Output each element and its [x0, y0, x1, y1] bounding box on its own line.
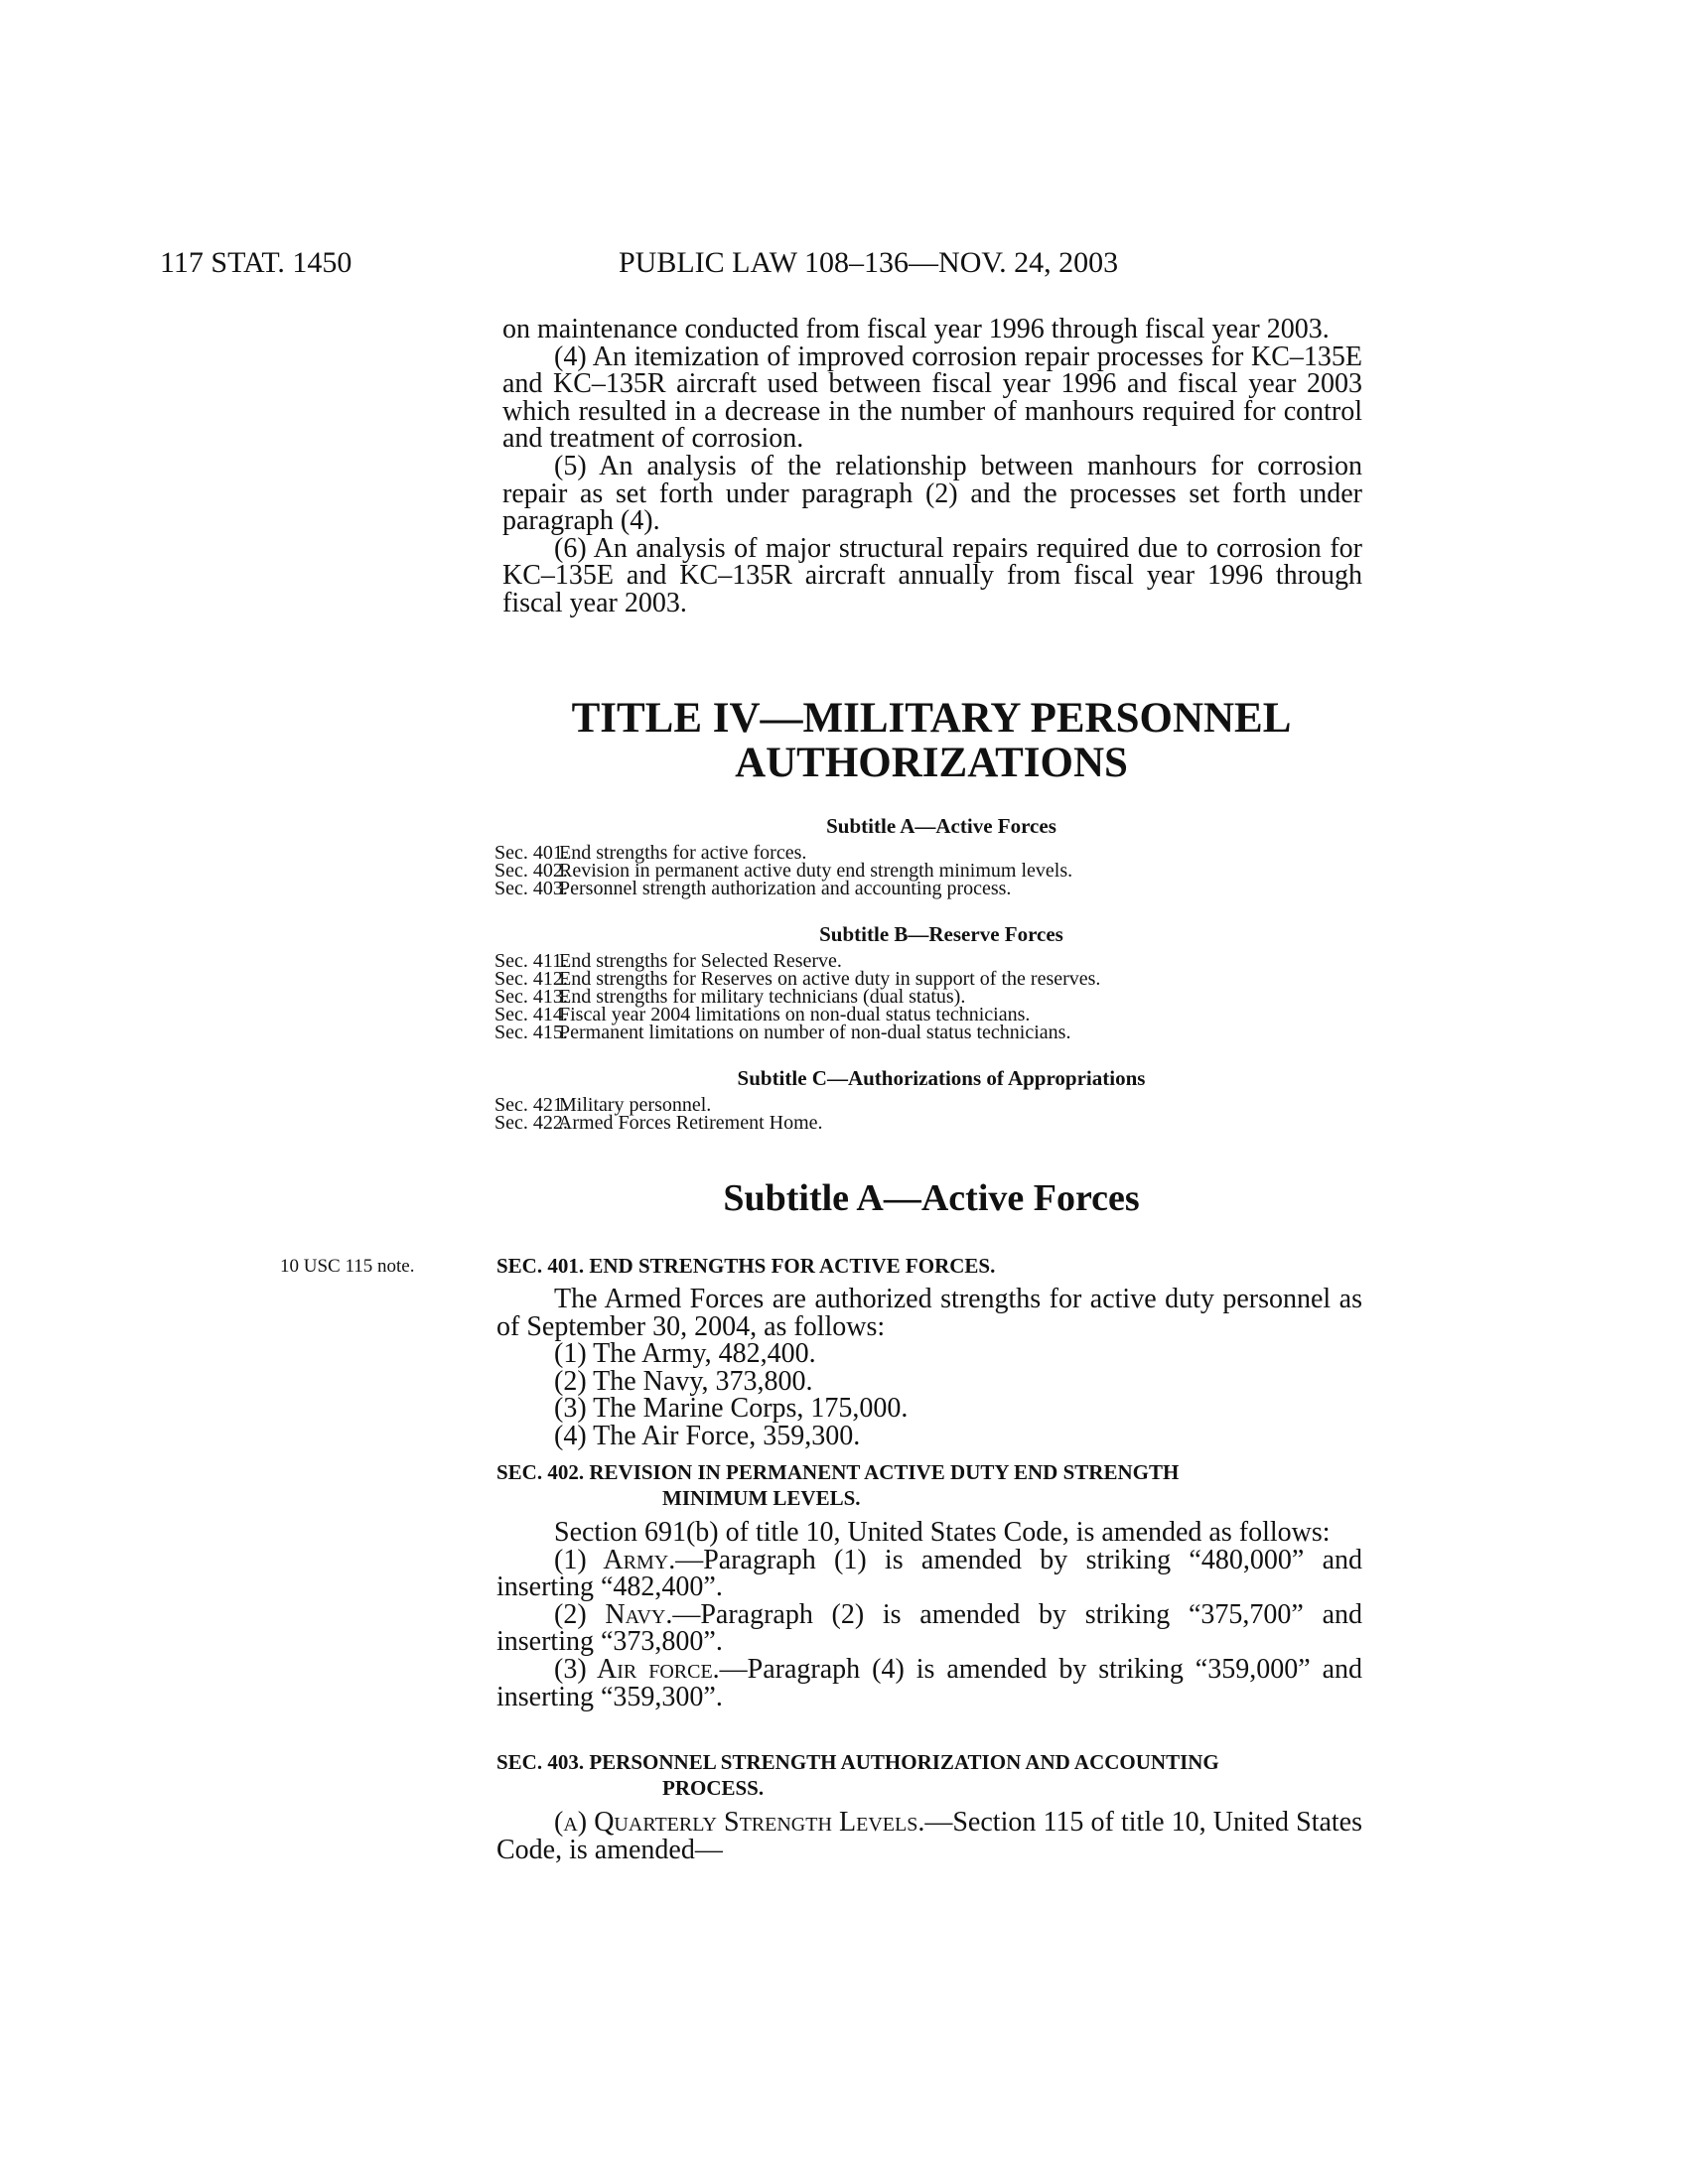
toc-item-number: Sec. 421.: [494, 1094, 568, 1116]
toc-item-text: Personnel strength authorization and accounting process.: [559, 878, 1012, 899]
toc-heading: Subtitle B—Reserve Forces: [819, 922, 1063, 946]
sec-402-intro: Section 691(b) of title 10, United States Code, is amended as follows:: [554, 1517, 1331, 1548]
toc-item-text: Permanent limitations on number of non-dual status technicians.: [559, 1022, 1071, 1043]
title-line-2: AUTHORIZATIONS: [735, 740, 1128, 786]
sec-402-heading-line-1: SEC. 402. REVISION IN PERMANENT ACTIVE DUTY END STRENGTH: [496, 1460, 1180, 1484]
sec-403-a-text: —Section 115 of title 10, United States Code, is amended—: [496, 1807, 1363, 1865]
sec-403-body: [496, 1809, 1362, 1863]
sec-403-heading-line-1: SEC. 403. PERSONNEL STRENGTH AUTHORIZATION AND ACCOUNTING: [496, 1750, 1219, 1774]
sec-402-heading-line-2: MINIMUM LEVELS.: [662, 1486, 861, 1510]
sec-403-a-label: (a) Quarterly Strength Levels.: [554, 1807, 925, 1838]
sec-401-body: [496, 1286, 1362, 1450]
sec-401-item: (1) The Army, 482,400.: [554, 1338, 816, 1370]
toc-item-number: Sec. 403.: [494, 878, 568, 899]
sec-402-body: [496, 1519, 1362, 1710]
sec-403-heading-line-2: PROCESS.: [662, 1776, 765, 1800]
title-line-1: TITLE IV—MILITARY PERSONNEL: [571, 695, 1292, 742]
sec-402-p1-label: (1) Army.: [554, 1544, 676, 1575]
toc-subtitle-b: [494, 922, 1388, 1041]
sec-402-p2-label: (2) Navy.: [554, 1598, 673, 1630]
sec-401-item: (2) The Navy, 373,800.: [554, 1365, 813, 1397]
public-law-header: PUBLIC LAW 108–136—NOV. 24, 2003: [619, 246, 1119, 279]
sec-402-paragraph-1: [496, 1544, 1362, 1603]
sec-401-item: (4) The Air Force, 359,300.: [554, 1420, 861, 1451]
subtitle-a-heading: Subtitle A—Active Forces: [723, 1177, 1140, 1219]
toc-item-number: Sec. 415.: [494, 1022, 568, 1043]
toc-item-text: End strengths for Selected Reserve.: [559, 950, 842, 972]
toc-item-text: End strengths for military technicians (dual status).: [559, 986, 966, 1008]
title-heading: [447, 696, 1416, 785]
toc-item-number: Sec. 413.: [494, 986, 568, 1008]
paragraph-3-tail: on maintenance conducted from fiscal year 1996 through fiscal year 2003.: [502, 314, 1330, 344]
toc-item: [494, 1024, 1388, 1041]
sec-402-p3-text: —Paragraph (4) is amended by striking “359,000” and inserting “359,300”.: [496, 1653, 1362, 1712]
toc-item-text: Military personnel.: [559, 1094, 712, 1116]
sec-402-p2-text: —Paragraph (2) is amended by striking “375,700” and inserting “373,800”.: [496, 1598, 1362, 1658]
toc-item-text: Fiscal year 2004 limitations on non-dual status technicians.: [559, 1004, 1031, 1025]
toc-heading: Subtitle A—Active Forces: [826, 814, 1056, 838]
toc-item-text: Revision in permanent active duty end strength minimum levels.: [559, 860, 1073, 882]
toc-heading: Subtitle C—Authorizations of Appropriations: [737, 1066, 1146, 1090]
sec-403-heading: [496, 1749, 1372, 1801]
sec-402-heading: [496, 1459, 1372, 1511]
toc-subtitle-c: [494, 1066, 1388, 1132]
toc-item-number: Sec. 414.: [494, 1004, 568, 1025]
sec-402-p1-text: —Paragraph (1) is amended by striking “480,000” and inserting “482,400”.: [496, 1544, 1362, 1603]
toc-item-number: Sec. 412.: [494, 968, 568, 990]
margin-note: 10 USC 115 note.: [280, 1256, 415, 1277]
sec-401-intro: The Armed Forces are authorized strengths for active duty personnel as of September 30, 2004, as follows:: [496, 1284, 1362, 1342]
toc-item-number: Sec. 422.: [494, 1112, 568, 1134]
toc-item-number: Sec. 411.: [494, 950, 568, 972]
sec-403-subsection-a: [496, 1809, 1362, 1863]
toc-item-number: Sec. 401.: [494, 842, 568, 864]
paragraph-4: (4) An itemization of improved corrosion repair processes for KC–135E and KC–135R aircraft used between fiscal year 1996 and fiscal year 2003 which resulted in a decrease in the number of manhours required for control and treatment of corrosion.: [502, 341, 1362, 455]
sec-402-paragraph-2: [496, 1598, 1362, 1658]
toc-item-number: Sec. 402.: [494, 860, 568, 882]
toc-item-text: End strengths for active forces.: [559, 842, 807, 864]
toc-subtitle-a: [494, 814, 1388, 897]
statute-page-number: 117 STAT. 1450: [160, 246, 352, 279]
paragraph-5: (5) An analysis of the relationship between manhours for corrosion repair as set forth under paragraph (2) and the processes set forth under paragraph (4).: [502, 450, 1362, 537]
sec-402-paragraph-3: [496, 1653, 1362, 1712]
toc-item-text: Armed Forces Retirement Home.: [557, 1112, 823, 1134]
toc-item: [494, 1114, 1388, 1132]
paragraph-6: (6) An analysis of major structural repairs required due to corrosion for KC–135E and KC–135R aircraft annually from fiscal year 1996 through fiscal year 2003.: [502, 532, 1362, 618]
sec-402-p3-label: (3) Air force.: [554, 1653, 720, 1685]
sec-401-item: (3) The Marine Corps, 175,000.: [554, 1393, 909, 1425]
sec-401-heading: SEC. 401. END STRENGTHS FOR ACTIVE FORCES.: [496, 1254, 996, 1278]
toc-item-text: End strengths for Reserves on active duty in support of the reserves.: [559, 968, 1101, 990]
continuation-block: [502, 316, 1362, 617]
toc-item: [494, 880, 1388, 897]
